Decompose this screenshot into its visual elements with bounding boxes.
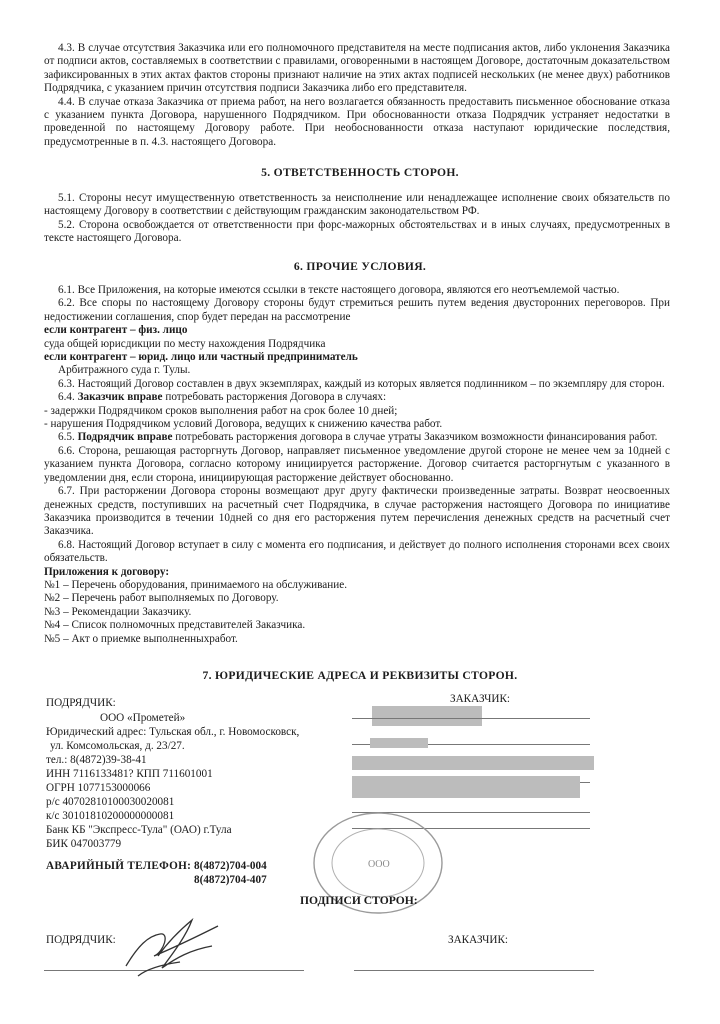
emergency-phone-1: 8(4872)704-004 — [194, 860, 267, 872]
clause-6-4-item-2: - нарушения Подрядчиком условий Договора, ведущих к снижению качества работ. — [44, 418, 443, 431]
clause-6-3: 6.3. Настоящий Договор составлен в двух экземплярах, каждый из которых является подлинником – по экземпляру для сторон. — [58, 377, 665, 390]
customer-line — [352, 718, 590, 719]
contractor-bank: Банк КБ "Экспресс-Тула" (ОАО) г.Тула — [46, 824, 232, 836]
section-5-text — [44, 192, 670, 246]
contractor-phone: тел.: 8(4872)39-38-41 — [46, 754, 147, 766]
section-6-title: 6. ПРОЧИЕ УСЛОВИЯ. — [293, 260, 427, 273]
clause-6-7: 6.7. При расторжении Договора стороны возмещают друг другу фактически произведенные затраты. Возврат неосвоенных денежных средств, поступивших на расчетный счет Подрядчика, в случае расторжения настоящего Договора по инициативе Заказчика производится в течении 10дней со дня его расторжения путем перечисления денежных средств на расчетный счет Заказчика. — [44, 485, 670, 538]
emergency-phone-label: АВАРИЙНЫЙ ТЕЛЕФОН: — [46, 860, 192, 872]
signatures-title: ПОДПИСИ СТОРОН: — [300, 894, 418, 907]
contractor-corr-account: к/с 30101810200000000081 — [46, 810, 175, 822]
emergency-phone-2: 8(4872)704-407 — [194, 874, 267, 886]
stamp-text: ООО — [368, 859, 390, 870]
redacted-customer-account — [352, 776, 580, 798]
redacted-customer-details — [352, 756, 594, 770]
section-7-title: 7. ЮРИДИЧЕСКИЕ АДРЕСА И РЕКВИЗИТЫ СТОРОН. — [202, 669, 518, 682]
clause-6-5: 6.5. Подрядчик вправе потребовать расторжения договора в случае утраты Заказчиком возможности финансирования работ. — [58, 431, 658, 444]
contractor-signature — [118, 906, 228, 986]
clause-6-4: 6.4. Заказчик вправе потребовать расторжения Договора в случаях: — [58, 391, 387, 404]
appendix-item: №1 – Перечень оборудования, принимаемого на обслуживание. — [44, 578, 348, 591]
contractor-account: р/с 40702810100030020081 — [46, 796, 175, 808]
appendix-item: №4 – Список полномочных представителей Заказчика. — [44, 619, 306, 632]
clause-5-1: 5.1. Стороны несут имущественную ответственность за неисполнение или ненадлежащее исполнение своих обязательств по настоящему Договору в соответствии с действующим гражданским законодательством РФ. — [44, 192, 670, 218]
appendix-item: №3 – Рекомендации Заказчику. — [44, 605, 192, 618]
clause-6-6: 6.6. Сторона, решающая расторгнуть Договор, направляет письменное уведомление другой стороне не менее чем за 10дней с указанием пункта Договора, согласно которому инициируется расторжение. Договор считается расторгнутым с указанного в уведомлении дня, если сторона, инициирующая расторжение действует обоснованно. — [44, 444, 670, 484]
appendix-item: №5 – Акт о приемке выполненныхработ. — [44, 632, 238, 645]
appendix-title: Приложения к договору: — [44, 565, 170, 578]
contractor-address-1: Юридический адрес: Тульская обл., г. Новомосковск, — [46, 726, 300, 738]
contractor-label: ПОДРЯДЧИК: — [46, 697, 116, 709]
appendix-item: №2 – Перечень работ выполняемых по Договору. — [44, 592, 279, 605]
if-physical-person: если контрагент – физ. лицо — [44, 324, 188, 337]
clause-6-2: 6.2. Все споры по настоящему Договору стороны будут стремиться решить путем ведения двусторонних переговоров. При недостижении соглашения, спор будет передан на рассмотрение — [44, 297, 670, 323]
contractor-inn: ИНН 7116133481? КПП 711601001 — [46, 768, 213, 780]
contractor-ogrn: ОГРН 1077153000066 — [46, 782, 151, 794]
signature-contractor-label: ПОДРЯДЧИК: — [46, 934, 116, 946]
redacted-customer-name — [372, 706, 482, 726]
clause-4-4: 4.4. В случае отказа Заказчика от приема работ, на него возлагается обязанность предоставить письменное обоснование отказа с указанием пункта Договора, нарушенного Подрядчиком. При обоснованности отказа Подрядчик устраняет недостатки в проведенной по настоящему Договору работе. При необоснованности отказа наступают юридические последствия, предусмотренные в п. 4.3. настоящего Договора. — [44, 95, 670, 148]
section-4-text — [44, 42, 670, 149]
section-5-title: 5. ОТВЕТСТВЕННОСТЬ СТОРОН. — [261, 166, 459, 179]
if-legal-entity: если контрагент – юрид. лицо или частный предприниматель — [44, 351, 358, 364]
clause-4-3: 4.3. В случае отсутствия Заказчика или его полномочного представителя на месте подписания актов, либо уклонения Заказчика от подписи актов, составляемых в соответствии с правилами, оговоренными в настоящем Договоре, достаточным доказательством зафиксированных в этих актах фактов стороны признают наличие на этих актах подписей нескольких (не менее двух) работников Подрядчика, с указанием причин отсутствия подписи Заказчика либо его представителя. — [44, 42, 670, 95]
section-6-text — [44, 284, 670, 646]
clause-5-2: 5.2. Сторона освобождается от ответственности при форс-мажорных обстоятельствах и в иных случаях, предусмотренных в тексте настоящего Договора. — [44, 218, 670, 245]
clause-6-4-item-1: - задержки Подрядчиком сроков выполнения работ на срок более 10 дней; — [44, 404, 398, 417]
contractor-bik: БИК 047003779 — [46, 838, 122, 850]
contractor-company: ООО «Прометей» — [100, 712, 186, 724]
court-general-jurisdiction: суда общей юрисдикции по месту нахождения Подрядчика — [44, 337, 326, 350]
clause-6-8: 6.8. Настоящий Договор вступает в силу с момента его подписания, и действует до полного исполнения сторонами всех своих обязательств. — [44, 538, 670, 565]
customer-label: ЗАКАЗЧИК: — [450, 693, 511, 705]
signature-customer-label: ЗАКАЗЧИК: — [448, 934, 509, 946]
redacted-customer-address — [370, 738, 428, 748]
contractor-address-2: ул. Комсомольская, д. 23/27. — [50, 740, 185, 752]
clause-6-1: 6.1. Все Приложения, на которые имеются ссылки в тексте настоящего договора, являются его неотъемлемой частью. — [58, 284, 620, 296]
signature-customer-line — [354, 970, 594, 971]
arbitration-court: Арбитражного суда г. Тулы. — [58, 364, 191, 377]
